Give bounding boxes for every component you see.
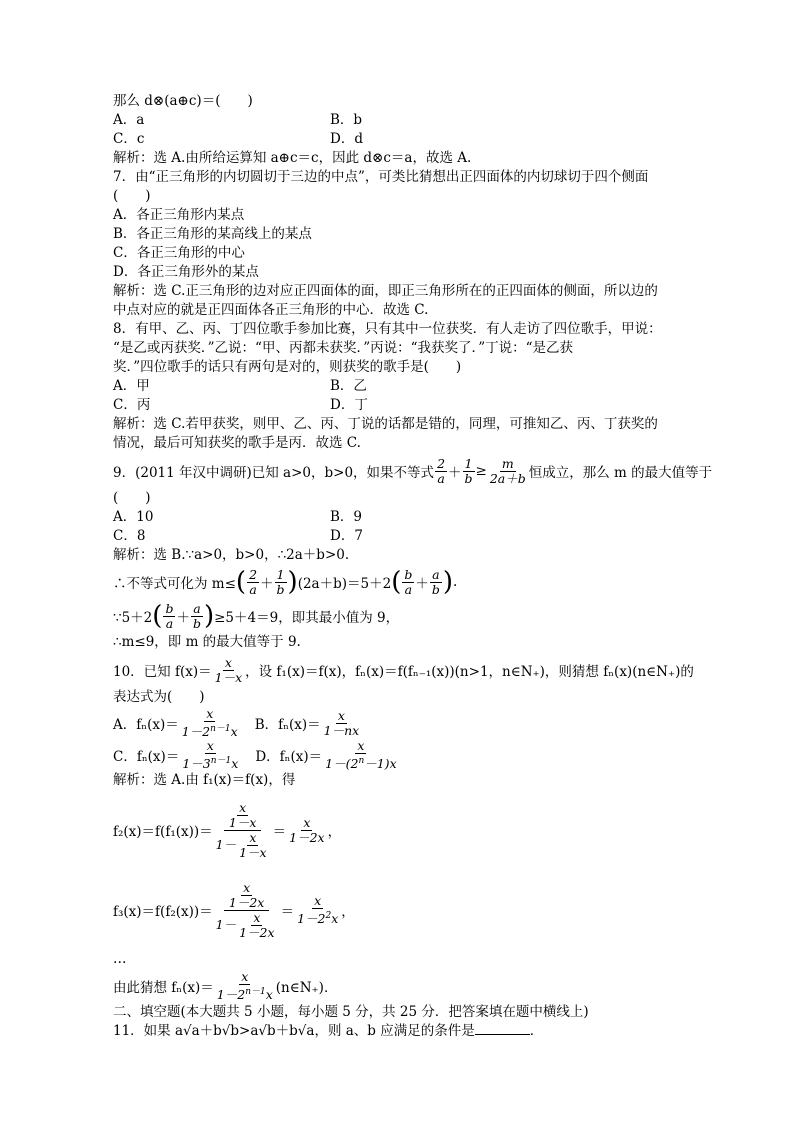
q10-f3-pre: f₃(x)＝f(f₂(x))＝ [113,904,213,920]
q10-guess-post: (n∈N₊)． [275,980,338,996]
q8-options-ab [113,377,683,396]
q6-option-d: D．d [330,131,363,147]
q6-option-c: C．c [113,131,145,147]
q9-answer-1: 解析：选 B.∵a>0，b>0，∴2a＋b>0. [113,547,350,563]
q9-frac-2-a: $\frac{2}{a}$ [437,455,446,486]
q9-stem-pre: 9．(2011 年汉中调研)已知 a>0，b>0，如果不等式 [113,465,435,481]
q6-answer: 解析：选 A.由所给运算知 a⊕c＝c，因此 d⊗c＝a，故选 A. [113,150,472,166]
q10-dots: … [113,951,127,967]
q10-f2: f₂(x)＝f(f₁(x))＝ $\frac{x}{1-x}$ 1－ $\frac{x}{1-x}$ ＝ $\frac{x}{1-2x}$ ， [113,799,342,860]
q10-option-d: D．fₙ(x)＝ [255,749,323,765]
q9-stem: 9．(2011 年汉中调研)已知 a>0，b>0，如果不等式 $\frac{2}{a}$ ＋ $\frac{1}{b}$ ≥ $\frac{m}{2a+b}$ 恒成立，那么 m 的最大值等于 [113,455,713,486]
q10-stem-post: ，设 f₁(x)＝f(x)，fₙ(x)＝f(fₙ₋₁(x))(n>1，n∈N₊)，则猜想 fₙ(x)(n∈N₊)的 [245,664,694,680]
q9-answer-2: ∴不等式可化为 m≤ ( $\frac{2}{a}$ ＋ $\frac{1}{b}$ ) (2a＋b)＝5＋2 ( $\frac{b}{a}$ ＋ $\frac{a}{b}$ ) . [113,566,458,597]
q8-option-d: D．丁 [330,397,368,413]
q10-f3: f₃(x)＝f(f₂(x))＝ $\frac{x}{1-2x}$ 1－ $\frac{x}{1-2x}$ ＝ $\frac{x}{1-2^2x}$ ， [113,879,355,940]
q10-option-b: B．fₙ(x)＝ [254,717,321,733]
q10-guess-pre: 由此猜想 fₙ(x)＝ [113,980,214,996]
q9-option-d: D．7 [330,528,363,544]
q8-answer-1: 解析：选 C.若甲获奖，则甲、乙、丙、丁说的话都是错的，同理，可推知乙、丙、丁获奖的 [113,416,658,432]
q10-option-a: A．fₙ(x)＝ [113,717,179,733]
q10-options-cd: C．fₙ(x)＝ $\frac{x}{1-3^{n-1}x}$ D．fₙ(x)＝ $\frac{x}{1-(2^n-1)x}$ [113,737,397,772]
q7-option-c: C．各正三角形的中心 [113,245,245,261]
q9-frac-1-b: $\frac{1}{b}$ [464,455,473,486]
q11-answer-blank[interactable] [475,1022,530,1035]
q6-option-b: B．b [330,112,363,128]
q9-answer-3b: ≥5＋4＝9，即其最小值为 9， [214,610,400,626]
q6-options-cd [113,130,683,149]
q6-option-a: A．a [113,112,145,128]
q9-answer-2a: ∴不等式可化为 m≤ [113,576,236,592]
q8-stem-3: 奖．”四位歌手的话只有两句是对的，则获奖的歌手是( ) [113,359,462,375]
q9-frac-m: $\frac{m}{2a+b}$ [489,455,526,486]
q9-option-a: A．10 [113,509,154,525]
q10-answer-1: 解析：选 A.由 f₁(x)＝f(x)，得 [113,772,296,788]
q9-answer-4: ∴m≤9，即 m 的最大值等于 9. [113,634,301,650]
document-page [113,92,713,1041]
q8-option-b: B．乙 [330,378,367,394]
q11-stem-pre: 11．如果 a√a＋b√b>a√b＋b√a，则 a、b 应满足的条件是 [113,1023,475,1039]
q10-option-c: C．fₙ(x)＝ [113,749,180,765]
q8-stem-1: 8．有甲、乙、丙、丁四位歌手参加比赛，只有其中一位获奖．有人走访了四位歌手，甲说： [113,321,662,337]
q9-options-ab [113,508,683,527]
q10-f2-pre: f₂(x)＝f(f₁(x))＝ [113,824,213,840]
q8-answer-2: 情况，最后可知获奖的歌手是丙．故选 C. [113,435,361,451]
q10-stem: 10．已知 f(x)＝ $\frac{x}{1-x}$ ，设 f₁(x)＝f(x)，fₙ(x)＝f(fₙ₋₁(x))(n>1，n∈N₊)，则猜想 fₙ(x)(n∈N₊)的 [113,654,694,685]
q9-stem-2: ( ) [113,490,151,506]
q10-guess: 由此猜想 fₙ(x)＝ $\frac{x}{1-2^{n-1}x}$ (n∈N₊)． [113,968,338,1003]
q9-options-cd [113,527,683,546]
q7-stem-2: ( ) [113,188,151,204]
q11-stem [113,1022,683,1041]
q7-stem: 7．由“正三角形的内切圆切于三边的中点”，可类比猜想出正四面体的内切球切于四个侧面 [113,169,649,185]
q9-stem-post: 恒成立，那么 m 的最大值等于 [528,465,713,481]
q9-answer-2b: (2a＋b)＝5＋2 [297,576,392,592]
q8-option-a: A．甲 [113,378,150,394]
q9-answer-3a: ∵5＋2 [113,610,153,626]
section-2-heading: 二、填空题(本大题共 5 小题，每小题 5 分，共 25 分．把答案填在题中横线上) [113,1004,589,1020]
q6-stem-tail: 那么 d⊗(a⊕c)＝( ) [113,93,253,109]
q7-answer-1: 解析：选 C.正三角形的边对应正四面体的面，即正三角形所在的正四面体的侧面，所以边的 [113,283,658,299]
q7-option-d: D．各正三角形外的某点 [113,264,259,280]
q7-option-a: A．各正三角形内某点 [113,207,245,223]
q9-option-b: B．9 [330,509,363,525]
q10-options-ab: A．fₙ(x)＝ $\frac{x}{1-2^{n-1}x}$ B．fₙ(x)＝ $\frac{x}{1-nx}$ [113,705,360,740]
q7-answer-2: 中点对应的就是正四面体各正三角形的中心．故选 C. [113,302,429,318]
q6-options-ab [113,111,683,130]
q9-answer-3: ∵5＋2 ( $\frac{b}{a}$ ＋ $\frac{a}{b}$ ) ≥5＋4＝9，即其最小值为 9， [113,600,400,631]
q8-option-c: C．丙 [113,397,151,413]
q8-stem-2: “是乙或丙获奖．”乙说：“甲、丙都未获奖．”丙说：“我获奖了．”丁说：“是乙获 [113,340,574,356]
q9-option-c: C．8 [113,528,146,544]
q10-stem-2: 表达式为( ) [113,689,205,705]
q7-option-b: B．各正三角形的某高线上的某点 [113,226,312,242]
q11-stem-post: ． [529,1023,544,1039]
q8-options-cd [113,396,683,415]
q10-stem-pre: 10．已知 f(x)＝ [113,664,212,680]
